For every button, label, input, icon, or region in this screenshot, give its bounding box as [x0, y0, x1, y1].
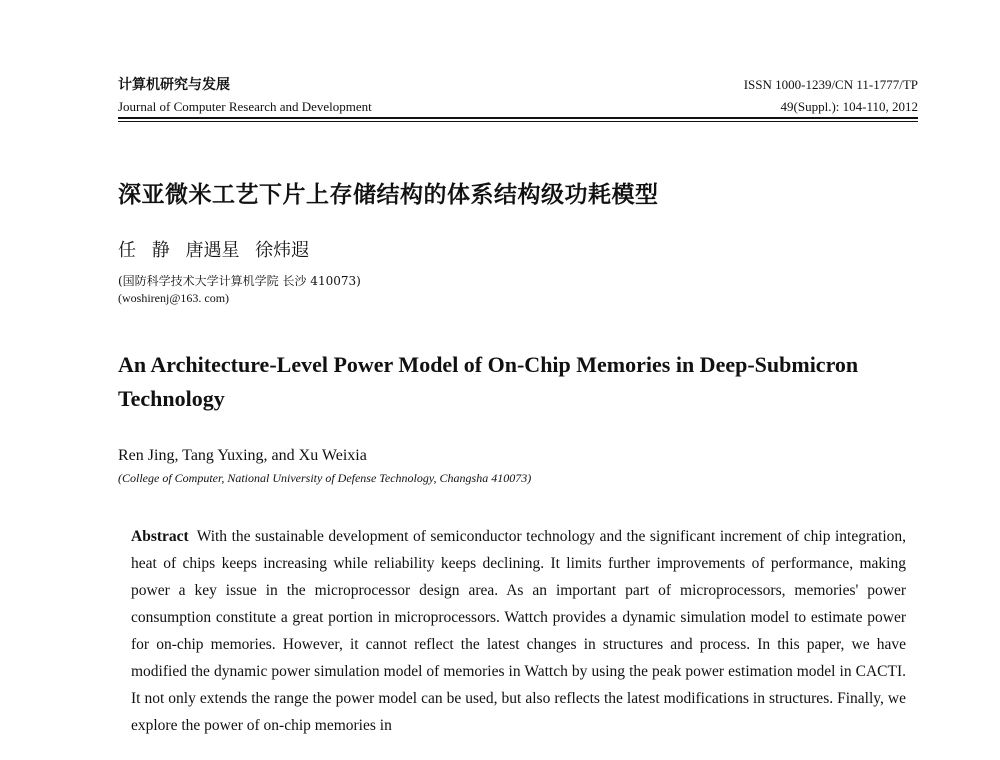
authors-en: Ren Jing, Tang Yuxing, and Xu Weixia [118, 447, 367, 464]
affiliation-cn: (国防科学技术大学计算机学院 长沙 410073) [118, 274, 361, 288]
issn: ISSN 1000-1239/CN 11-1777/TP [743, 77, 918, 92]
email: (woshirenj@163. com) [118, 291, 230, 305]
journal-name-cn: 计算机研究与发展 [118, 77, 230, 93]
issue-info: 49(Suppl.): 104-110, 2012 [780, 99, 918, 114]
title-en: An Architecture-Level Power Model of On-Chip Memories in Deep-Submicron Technology [118, 352, 859, 411]
title-cn: 深亚微米工艺下片上存储结构的体系结构级功耗模型 [118, 182, 659, 208]
header-rule-thin [118, 121, 918, 122]
abstract-text: With the sustainable development of semiconductor technology and the significant increment of chip integration, heat of chips keeps increasing while reliability keeps declining. It limits further improvements of performance, making power a key issue in the microprocessor design area. As an important part of microprocessors, memories' power consumption constitute a great portion in microprocessors. Wattch provides a dynamic simulation model to estimate power for on-chip memories. However, it cannot reflect the latest changes in structures and process. In this paper, we have modified the dynamic power simulation model of memories in Wattch by using the peak power estimation model in CACTI. It not only extends the range the power model can be used, but also reflects the latest modifications in structures. Finally, we explore the power of on-chip memories in [131, 528, 906, 734]
abstract-label: Abstract [131, 528, 189, 545]
abstract [131, 523, 906, 739]
affiliation-en: (College of Computer, National University of Defense Technology, Changsha 410073) [118, 471, 532, 485]
header-rule [118, 117, 918, 119]
authors-cn: 任 静 唐遇星 徐炜遐 [118, 240, 310, 261]
journal-name-en: Journal of Computer Research and Development [118, 99, 372, 114]
